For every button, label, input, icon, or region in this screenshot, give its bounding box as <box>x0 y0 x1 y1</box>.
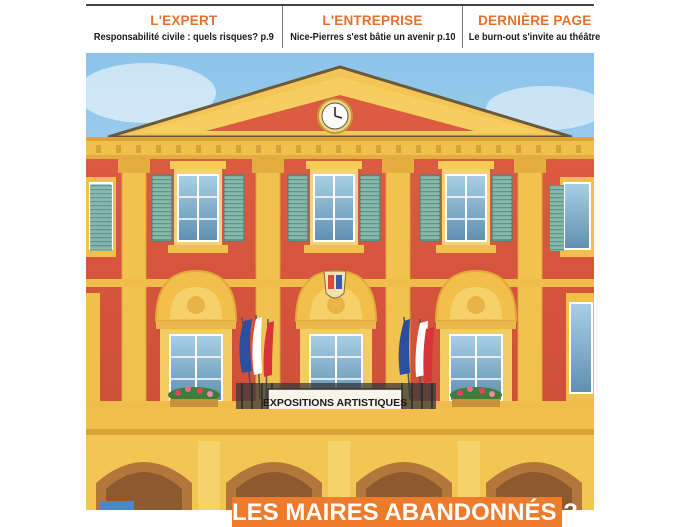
teaser-expert[interactable] <box>86 6 282 48</box>
headline-band <box>232 497 578 527</box>
teaser-bar <box>86 4 601 48</box>
teaser-title: L'EXPERT <box>150 13 218 28</box>
town-hall-photo <box>86 53 594 510</box>
banner-main-text: EXPOSITIONS ARTISTIQUES <box>262 397 408 409</box>
teaser-text: Le burn-out s'invite au théâtre <box>469 32 601 43</box>
teaser-text: Nice-Pierres s'est bâtie un avenir p.10 <box>289 32 456 43</box>
teaser-title: L'ENTREPRISE <box>322 13 423 28</box>
teaser-text: Responsabilité civile : quels risques? p.9 <box>93 32 274 43</box>
teaser-derniere-page[interactable] <box>462 6 606 48</box>
teaser-entreprise[interactable] <box>282 6 463 48</box>
cover-headline: LES MAIRES ABANDONNÉS ? <box>232 499 578 526</box>
teaser-title: DERNIÈRE PAGE <box>478 13 592 28</box>
